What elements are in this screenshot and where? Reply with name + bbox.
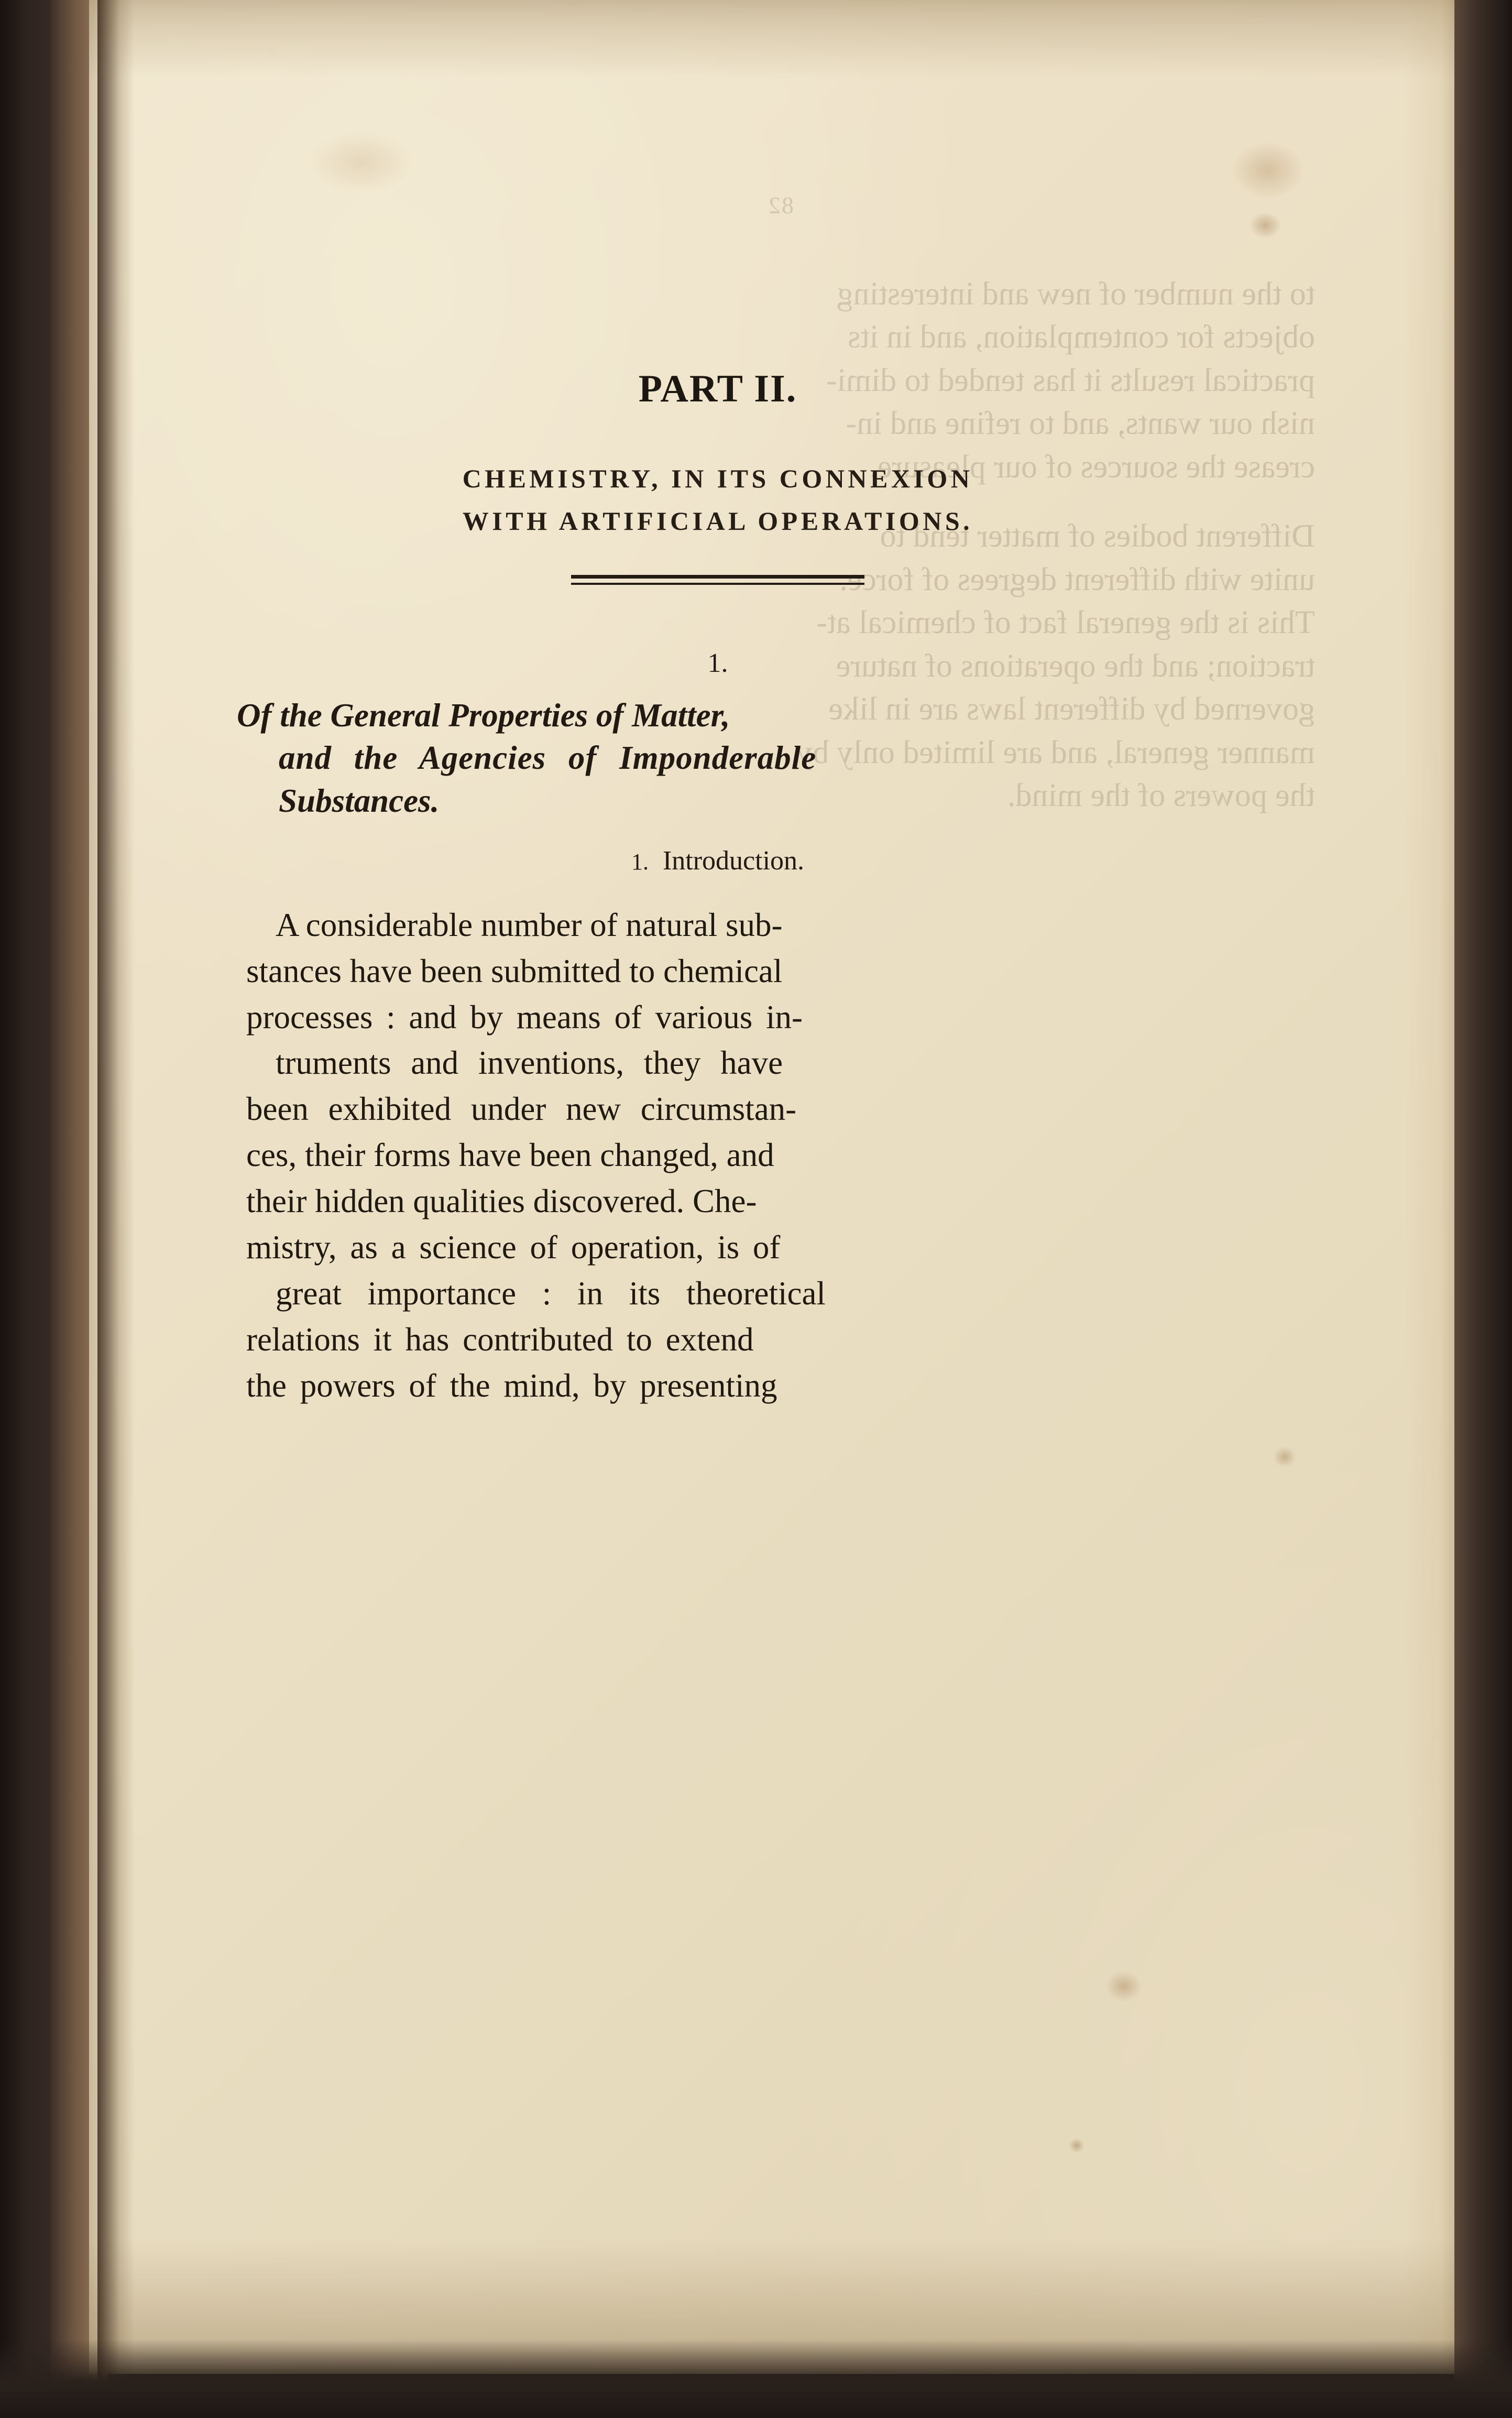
body-line: stances have been submitted to chemical <box>246 952 783 989</box>
show-through-line: to the number of new and interesting <box>837 276 1315 312</box>
subsection-heading <box>246 845 1189 876</box>
paper-stain <box>1273 1446 1296 1467</box>
rule-thin <box>571 583 864 585</box>
show-through-line: the powers of the mind. <box>1007 777 1315 813</box>
show-through-page-number: 82 <box>768 192 794 219</box>
double-rule-divider <box>246 575 1189 585</box>
rule-thick <box>571 575 864 579</box>
show-through-line: nish our wants, and to refine and in- <box>846 406 1315 442</box>
section-heading-line-2: and the Agencies of Imponderable <box>279 739 817 777</box>
book-binding-bottom-edge <box>0 2339 1512 2418</box>
body-line: great importance : in its theoretical <box>276 1275 826 1312</box>
body-line: processes : and by means of various in- <box>246 998 803 1036</box>
body-line: ces, their forms have been changed, and <box>246 1137 774 1174</box>
show-through-line: governed by different laws are in like <box>828 691 1315 727</box>
printed-text-column <box>237 0 1189 1409</box>
running-subtitle-line-2: WITH ARTIFICIAL OPERATIONS. <box>462 506 973 536</box>
show-through-line: unite with different degrees of force. <box>839 561 1315 597</box>
body-line: been exhibited under new circumstan- <box>246 1091 797 1128</box>
running-subtitle-line-1: CHEMISTRY, IN ITS CONNEXION <box>462 464 973 493</box>
subsection-number: 1. <box>631 848 649 875</box>
show-through-line: This is the general fact of chemical at- <box>816 605 1315 641</box>
part-title: PART II. <box>638 367 797 410</box>
paper-stain <box>1231 141 1305 199</box>
body-paragraph <box>246 902 1189 1409</box>
show-through-line: manner general, and are limited only by <box>796 734 1315 770</box>
body-line: truments and inventions, they have <box>276 1044 783 1082</box>
running-subtitle <box>246 458 1189 542</box>
show-through-line: Different bodies of matter tend to <box>880 518 1315 554</box>
body-line: relations it has contributed to extend <box>246 1321 754 1358</box>
paper-stain <box>1105 1970 1142 2002</box>
body-line: the powers of the mind, by presenting <box>246 1367 777 1404</box>
body-line: mistry, as a science of operation, is of <box>246 1228 781 1266</box>
show-through-line: traction; and the operations of nature <box>836 648 1315 684</box>
show-through-line: objects for contemplation, and in its <box>848 319 1315 355</box>
body-line: A considerable number of natural sub- <box>276 906 783 943</box>
book-page <box>89 0 1472 2374</box>
paper-stain <box>1250 212 1281 238</box>
section-heading-line-1: Of the General Properties of Matter, <box>237 697 730 734</box>
paper-stain <box>1069 2138 1084 2153</box>
subsection-title: Introduction. <box>662 845 805 876</box>
section-number: 1. <box>707 648 728 678</box>
show-through-line: practical results it has tended to dimi- <box>826 362 1315 398</box>
section-heading <box>237 694 1189 822</box>
section-heading-line-3: Substances. <box>279 782 440 819</box>
gutter-shadow <box>97 0 134 2418</box>
book-binding-right-edge <box>1454 0 1512 2418</box>
show-through-line: crease the sources of our pleasure. <box>869 449 1315 485</box>
body-line: their hidden qualities discovered. Che- <box>246 1183 757 1220</box>
